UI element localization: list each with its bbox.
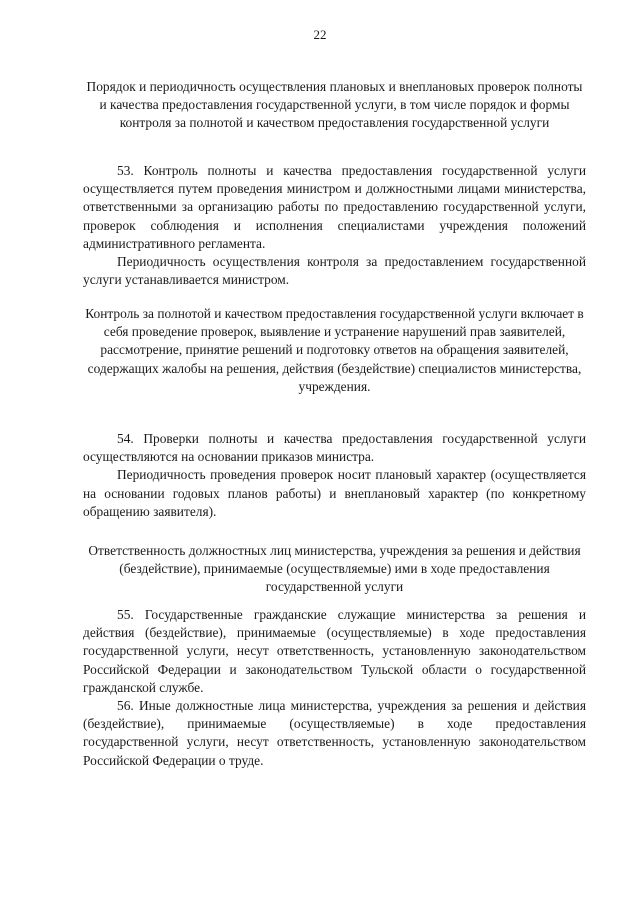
paragraph-54: 54. Проверки полноты и качества предоставления государственной услуги осуществляются на основании приказов министра. — [83, 431, 586, 465]
section-heading-control-procedure: Порядок и периодичность осуществления плановых и внеплановых проверок полноты и качества предоставления государственной услуги, в том числе порядок и формы контроля за полнотой и качеством предоставления государственной услуги — [86, 79, 583, 131]
paragraph-55: 55. Государственные гражданские служащие министерства за решения и действия (бездействие), принимаемые (осуществляемые) в ходе предоставления государственной услуги, несут ответственность, установленную законодательством Российской Федерации и законодательством Тульской области о государственной гражданской службе. — [83, 607, 586, 695]
clause-53 — [83, 162, 586, 289]
section-heading-control-scope: Контроль за полнотой и качеством предоставления государственной услуги включает в себя проведение проверок, выявление и устранение нарушений прав заявителей, рассмотрение, принятие решений и подготовку ответов на обращения заявителей, содержащих жалобы на решения, действия (бездействие) специалистов министерства, учреждения. — [85, 306, 584, 394]
paragraph-56: 56. Иные должностные лица министерства, учреждения за решения и действия (бездействие), принимаемые (осуществляемые) в ходе предоставления государственной услуги, несут ответственность, установленную законодательством Российской Федерации о труде. — [83, 698, 586, 768]
section-heading-responsibility: Ответственность должностных лиц министерства, учреждения за решения и действия (бездействие), принимаемые (осуществляемые) ими в ходе предоставления государственной услуги — [88, 543, 581, 595]
clause-54 — [83, 430, 586, 521]
paragraph-54-periodicity: Периодичность проведения проверок носит плановый характер (осуществляется на основании годовых планов работы) и внеплановый характер (по конкретному обращению заявителя). — [83, 467, 586, 519]
paragraph-53: 53. Контроль полноты и качества предоставления государственной услуги осуществляется путем проведения министром и должностными лицами министерства, ответственными за организацию работы по предоставлению государственной услуги, проверок соблюдения и исполнения специалистами учреждения положений административного регламента. — [83, 163, 586, 251]
page-number: 22 — [313, 27, 327, 42]
clauses-55-56 — [83, 606, 586, 770]
paragraph-53-periodicity: Периодичность осуществления контроля за предоставлением государственной услуги устанавливается министром. — [83, 254, 586, 288]
